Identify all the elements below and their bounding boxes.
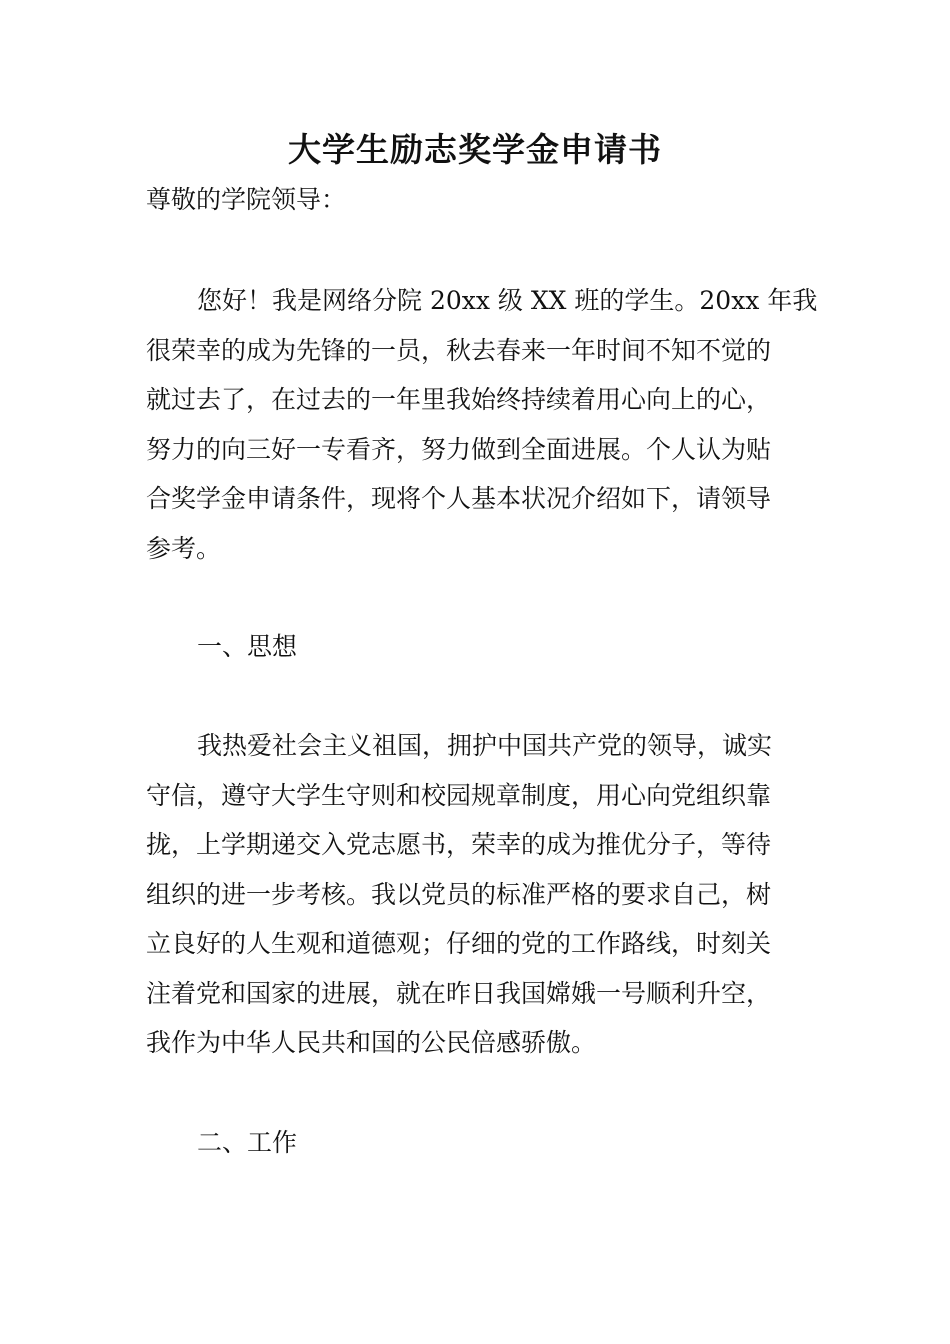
paragraph-line: 守信，遵守大学生守则和校园规章制度，用心向党组织靠 bbox=[146, 780, 772, 810]
paragraph-line: 就过去了，在过去的一年里我始终持续着用心向上的心， bbox=[146, 385, 772, 414]
paragraph-line: 参考。 bbox=[146, 533, 222, 563]
paragraph-line: 组织的进一步考核。我以党员的标准严格的要求自己，树 bbox=[146, 879, 772, 909]
paragraph-line: 您好！我是网络分院 20xx 级 XX 班的学生。20xx 年我 bbox=[197, 286, 818, 315]
section-heading-thought: 一、思想 bbox=[197, 632, 298, 661]
paragraph-line: 很荣幸的成为先锋的一员，秋去春来一年时间不知不觉的 bbox=[146, 335, 772, 365]
document-title: 大学生励志奖学金申请书 bbox=[288, 130, 662, 169]
section-heading-work: 二、工作 bbox=[197, 1128, 298, 1157]
paragraph-line: 注着党和国家的进展，就在昨日我国嫦娥一号顺利升空， bbox=[146, 978, 772, 1008]
paragraph-thought bbox=[146, 721, 806, 1068]
paragraph-line: 拢，上学期递交入党志愿书，荣幸的成为推优分子，等待 bbox=[146, 830, 772, 859]
paragraph-line: 我热爱社会主义祖国，拥护中国共产党的领导，诚实 bbox=[197, 731, 773, 760]
salutation: 尊敬的学院领导： bbox=[146, 185, 347, 214]
paragraph-line: 努力的向三好一专看齐，努力做到全面进展。个人认为贴 bbox=[146, 434, 772, 464]
paragraph-line: 立良好的人生观和道德观；仔细的党的工作路线，时刻关 bbox=[146, 929, 772, 958]
paragraph-intro bbox=[146, 276, 818, 573]
paragraph-line: 合奖学金申请条件，现将个人基本状况介绍如下，请领导 bbox=[146, 484, 772, 513]
paragraph-line: 我作为中华人民共和国的公民倍感骄傲。 bbox=[146, 1028, 597, 1057]
